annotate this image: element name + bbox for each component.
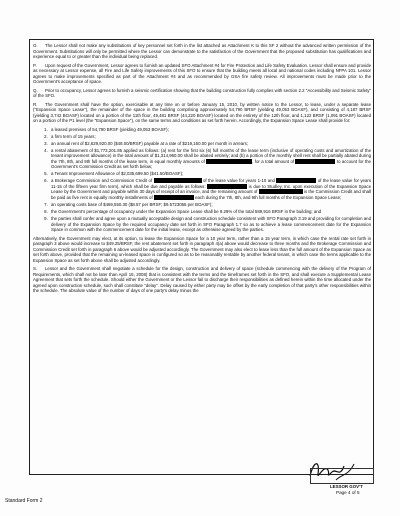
list-item: 7. an operating costs base of $469,550.30 ($8.57 per BRSF; $9.5723055 per BOASF); [49,202,371,208]
list-item [49,148,371,170]
redaction-block [276,178,316,183]
redaction-block [259,189,303,194]
form-footer: Standard Form 2 [5,498,43,504]
paragraph-label: S. [33,266,38,272]
redaction-block [154,195,194,200]
document-body [33,43,371,297]
item-text: a rental abatement of $1,773,201.85 applied as follows: (a) rent for the first six (6) full months of the lease term (inclusive of operating costs and amortization of the tenant improvement allowance) in the total amount of $1,314,960.00 shall be abated entirely; and (b) a portion of the monthly shell rent shall be partially abated during the 7th, 8th, and 9th full months of the lease term, in equal monthly amounts of [51,147,371,164]
redaction-block [295,159,335,164]
paragraph-text: The Lessor shall not make any substitutions of key personnel set forth in the list attached as Attachment K to this SF 2 without the advanced written permission of the Government. Substitutions will only be permitted where the Lessor can demonstrate to the satisfaction of the Government that the proposed substitution has qualifications and experience equal to or greater than the individual being replaced. [33,43,371,59]
item-text: to account for the Government's Commission Credit as set forth below; [51,158,371,170]
paragraph-s [33,266,371,294]
paragraph-text: Prior to occupancy, Lessor agrees to furnish a seismic certification showing that the building construction fully complies with section 2.2 "Accessibility and Seismic Safety" of the SFO. [33,87,371,98]
paragraph-label: Q. [33,87,38,93]
list-item: 8. the Government's percentage of occupancy under the Expansion Space Lease shall be 9.29% of the total 589,916 BRSF in the building; and [49,209,371,215]
redaction-block [206,159,252,164]
item-text: is the Commission Credit and shall be paid as five rent in equally monthly installments of [51,189,371,200]
redaction-block [154,178,202,183]
paragraph-r [33,102,371,124]
list-item: 5. a Tenant Improvement Allowance of $2,035,699.50 ($41.50/BOASF); [49,171,371,177]
paragraph-r-alternative: Alternatively, the Government may elect, at its option, to lease the Expansion Space for a 10 year term, rather than a 15 year term, in which case the rental rate set forth in paragraph 3 above would increase to $49.25/BRSF, the rent abatement set forth in paragraph 4(a) above would decrease to three months and the Brokerage Commission and Commission Credit set forth in paragraph 6 above would be adjusted accordingly. The Government may also elect to lease less than the full amount of the Expansion Space as set forth above, provided that the remaining un-leased space is configured so as to be reasonably rentable by another federal tenant, in which case the terms applicable to the Expansion Space as set forth above shall be adjusted accordingly. [33,235,371,263]
item-text: each during the 7th, 8th, and 9th full months of the Expansion Space Lease; [195,194,342,200]
paragraph-label: O. [33,43,38,48]
redaction-block [207,184,247,189]
paragraph-text: Upon request of the Government, Lessor agrees to furnish an updated SFO Attachment #4 for Fire Protection and Life Safety Evaluation. Lessor shall ensure and provide as necessary at Lessor expense, all Fire and Life Safety improvements of this SFO to ensure that the building meets all local and national codes including NFPA 101. Lessor agrees to make improvements specified as part of the Attachment #4 and as recommended by GSA fire safety review. All improvements must be made prior to the Government's acceptance of space. [33,62,371,84]
paragraph-text: The Government shall have the option, exercisable at any time on or before January 15, 2010, by written notice to the Lessor, to lease, under a separate lease ("Expansion Space Lease"), the remainder of the space in the building comprising approximately 54,790 BRSF (yielding 49,053 BOASF), and consisting of 4,187 BRSF (yielding 3,742 BOASF) located on a portion of the 11th floor, 49,481 BRSF (44,220 BOASF) located on the entirety of the 12th floor, and 1,122 BRSF (1,091 BOASF) located on a portion of the P1 level (the "Expansion Space"), on the same terms and conditions as set forth herein. Accordingly, the Expansion Space Lease shall provide for: [33,101,371,123]
paragraph-o [33,43,371,60]
paragraph-label: R. [33,101,38,107]
initials-box [310,468,374,484]
list-item: 1. a leased premises of 54,790 BRSF (yielding 49,053 BOASF); [49,127,371,133]
list-item: 3. an annual rent of $2,629,920.00 ($48.00/BRSF) payable at a rate of $219,160.00 per month in arrears; [49,141,371,147]
item-text: , for a total amount of [252,158,295,164]
item-text: is due to Studley, Inc. upon execution of the Expansion Space Lease by the Government and payable within 30 days of receipt of an invoice, and the remaining amount of [51,183,371,195]
paragraph-text: Lessor and the Government shall negotiate a schedule for the design, construction and delivery of space (schedule commencing with the delivery of the Program of Requirements, which shall not be later than April 15, 2008) that is consistent with the terms and the timeframes set forth in the SFO, and shall execute a Supplemental Lease Agreement that sets forth the schedule. Should either the Government or the Lessor fail to discharge their responsibilities as defined herein within the time allocated under the agreed upon construction schedule, such shall constitute "delay". Delay caused by either party may be offset by the early completion of that party's other responsibilities within the schedule. The absolute value of the number of days of one party's delay minus the [33,266,371,294]
paragraph-label: P. [33,62,37,68]
list-item: 2. a firm term of 15 years; [49,134,371,140]
page-number: Page 4 of 5 [336,490,360,495]
list-item: 9. the parties shall confer and agree upon a mutually acceptable design and construction schedule consistent with SFO Paragraph 3.19 and providing for completion and delivery of the Expansion Space by the required occupancy date set forth in SFO Paragraph 1.7 so as to achieve a lease commencement date for the Expansion Space in common with the commencement date for the initial lease, except as otherwise agreed by the parties. [49,216,371,233]
item-text: of the lease value for years 11-15 of the fifteen year firm term), which shall be due and payable as follows: [51,178,371,189]
paragraph-q [33,88,371,99]
expansion-terms-list [33,127,371,233]
item-text: a Brokerage Commission and Commission Credit of [51,178,153,184]
item-text: of the lease value for years 1-10 and [203,178,275,184]
list-item [49,178,371,200]
paragraph-p [33,63,371,85]
initials-label: LESSOR GOV'T [330,484,363,489]
